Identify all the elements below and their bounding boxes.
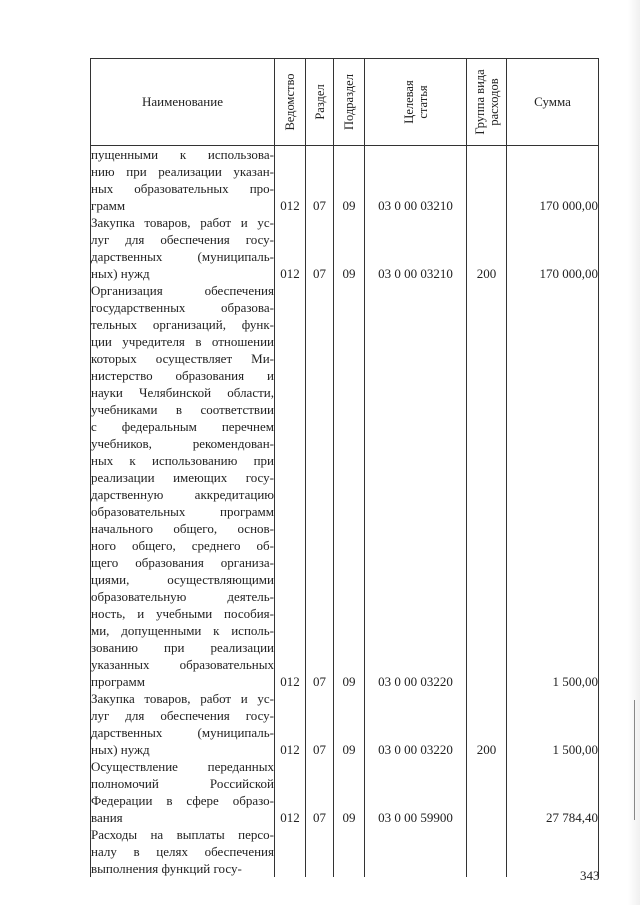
row-name-line: грамм [91,198,126,213]
row-name-line: Закупка товаров, работ и ус- [91,691,274,706]
table-row [91,758,599,826]
row-name-line: нистерство образования и [91,368,274,383]
row-name-line: зованию при реализации [91,640,274,655]
row-name-line: Осуществление переданных [91,759,274,774]
row-name-line: циями, осуществляющими [91,572,274,587]
row-name-line: луг для обеспечения госу- [91,232,274,247]
row-sum: 27 784,40 [507,758,599,826]
row-target-article: 03 0 00 03210 [365,146,467,215]
table-header-row [91,59,599,146]
row-name-line: вания [91,810,123,825]
row-expense-group [467,282,507,690]
row-sum: 1 500,00 [507,282,599,690]
page-edge-shadow [628,0,640,905]
row-name-line: ных к использованию при [91,453,274,468]
row-name-line: тельных организаций, функ- [91,317,274,332]
budget-table [90,58,599,877]
row-name [91,214,275,282]
row-name-line: ных) нужд [91,742,150,757]
row-subsection: 09 [334,758,365,826]
row-name-line: указанных образовательных [91,657,274,672]
row-section: 07 [306,214,334,282]
row-expense-group [467,826,507,877]
header-target-article: Целевая статья [365,59,467,146]
header-name: Наименование [91,59,275,146]
row-name [91,282,275,690]
row-name [91,146,275,215]
row-department: 012 [275,214,306,282]
row-name-line: дарственных (муниципаль- [91,725,274,740]
row-department: 012 [275,690,306,758]
row-subsection: 09 [334,214,365,282]
row-target-article: 03 0 00 03220 [365,690,467,758]
row-department: 012 [275,282,306,690]
row-name-line: которых осуществляет Ми- [91,351,274,366]
row-target-article: 03 0 00 59900 [365,758,467,826]
row-name-line: Расходы на выплаты персо- [91,827,274,842]
row-name-line: луг для обеспечения госу- [91,708,274,723]
row-section: 07 [306,758,334,826]
row-name-line: ми, допущенными к исполь- [91,623,274,638]
table-row [91,214,599,282]
row-section [306,826,334,877]
row-expense-group [467,146,507,215]
row-name-line: программ [91,674,146,689]
row-expense-group: 200 [467,214,507,282]
row-name-line: учебников, рекомендован- [91,436,274,451]
row-subsection: 09 [334,282,365,690]
row-name-line: ного общего, среднего об- [91,538,274,553]
row-name-line: образовательных программ [91,504,274,519]
row-name-line: Закупка товаров, работ и ус- [91,215,274,230]
page-number: 343 [580,868,600,883]
row-name-line: налу в целях обеспечения [91,844,274,859]
row-name-line: ции учредителя в отношении [91,334,274,349]
row-subsection [334,826,365,877]
row-sum: 170 000,00 [507,214,599,282]
row-name-line: ных) нужд [91,266,150,281]
table-body [91,146,599,878]
row-target-article: 03 0 00 03210 [365,214,467,282]
row-department: 012 [275,146,306,215]
row-subsection: 09 [334,690,365,758]
row-name-line: государственных образова- [91,300,274,315]
table-row [91,146,599,215]
row-target-article [365,826,467,877]
row-department: 012 [275,758,306,826]
header-subsection: Подраздел [334,59,365,146]
row-name-line: ность, и учебными пособия- [91,606,274,621]
header-section: Раздел [306,59,334,146]
header-department: Ведомство [275,59,306,146]
row-department [275,826,306,877]
row-expense-group [467,758,507,826]
row-name [91,690,275,758]
row-name-line: учебниками в соответствии [91,402,274,417]
row-section: 07 [306,690,334,758]
page-edge-line [634,700,635,820]
row-sum: 1 500,00 [507,690,599,758]
row-name-line: полномочий Российской [91,776,274,791]
table-row [91,690,599,758]
row-name-line: выполнения функций госу- [91,861,242,876]
row-target-article: 03 0 00 03220 [365,282,467,690]
row-name-line: дарственную аккредитацию [91,487,274,502]
row-section: 07 [306,282,334,690]
row-section: 07 [306,146,334,215]
table-row [91,826,599,877]
row-name-line: щего образования организа- [91,555,274,570]
row-name-line: реализации имеющих госу- [91,470,274,485]
header-sum: Сумма [507,59,599,146]
row-name-line: Организация обеспечения [91,283,274,298]
row-name [91,826,275,877]
row-sum: 170 000,00 [507,146,599,215]
row-name-line: с федеральным перечнем [91,419,274,434]
row-name-line: пущенными к использова- [91,147,274,162]
row-name-line: науки Челябинской области, [91,385,274,400]
row-name-line: нию при реализации указан- [91,164,274,179]
table-row [91,282,599,690]
row-name-line: начального общего, основ- [91,521,274,536]
row-name-line: ных образовательных про- [91,181,274,196]
row-name-line: Федерации в сфере образо- [91,793,274,808]
header-expense-group: Группа вида расходов [467,59,507,146]
row-name-line: дарственных (муниципаль- [91,249,274,264]
row-expense-group: 200 [467,690,507,758]
row-name [91,758,275,826]
row-subsection: 09 [334,146,365,215]
row-name-line: образовательную деятель- [91,589,274,604]
